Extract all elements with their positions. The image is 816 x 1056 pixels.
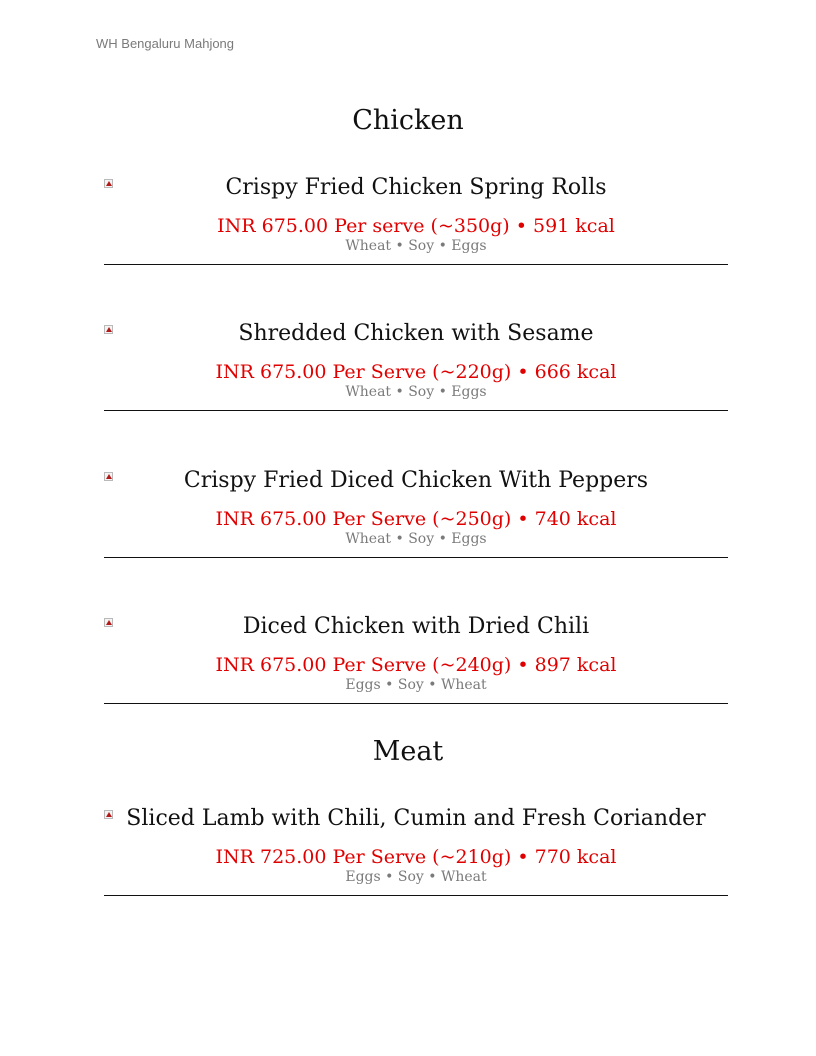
item-price: INR 725.00 Per Serve (~210g) • 770 kcal (215, 846, 617, 868)
item-divider (104, 703, 728, 704)
item-allergens: Wheat • Soy • Eggs (345, 384, 487, 400)
item-price: INR 675.00 Per Serve (~250g) • 740 kcal (215, 508, 617, 530)
item-allergens: Eggs • Soy • Wheat (345, 869, 487, 885)
item-price: INR 675.00 Per serve (~350g) • 591 kcal (217, 215, 615, 237)
menu-item (104, 321, 728, 421)
item-name: Crispy Fried Diced Chicken With Peppers (183, 468, 649, 493)
menu-item (104, 614, 728, 714)
item-allergens: Eggs • Soy • Wheat (345, 677, 487, 693)
restaurant-name: WH Bengaluru Mahjong (96, 36, 235, 51)
item-divider (104, 557, 728, 558)
item-name: Diced Chicken with Dried Chili (242, 614, 590, 639)
item-divider (104, 895, 728, 896)
menu-item (104, 468, 728, 568)
item-name: Sliced Lamb with Chili, Cumin and Fresh Coriander (126, 806, 706, 831)
section-heading-chicken: Chicken (352, 105, 464, 136)
item-divider (104, 410, 728, 411)
item-price: INR 675.00 Per Serve (~240g) • 897 kcal (215, 654, 617, 676)
item-allergens: Wheat • Soy • Eggs (345, 238, 487, 254)
item-name: Crispy Fried Chicken Spring Rolls (225, 175, 607, 200)
menu-item (104, 175, 728, 275)
item-price: INR 675.00 Per Serve (~220g) • 666 kcal (215, 361, 617, 383)
menu-item (104, 806, 728, 906)
item-name: Shredded Chicken with Sesame (238, 321, 594, 346)
item-allergens: Wheat • Soy • Eggs (345, 531, 487, 547)
section-heading-meat: Meat (372, 736, 444, 767)
item-divider (104, 264, 728, 265)
